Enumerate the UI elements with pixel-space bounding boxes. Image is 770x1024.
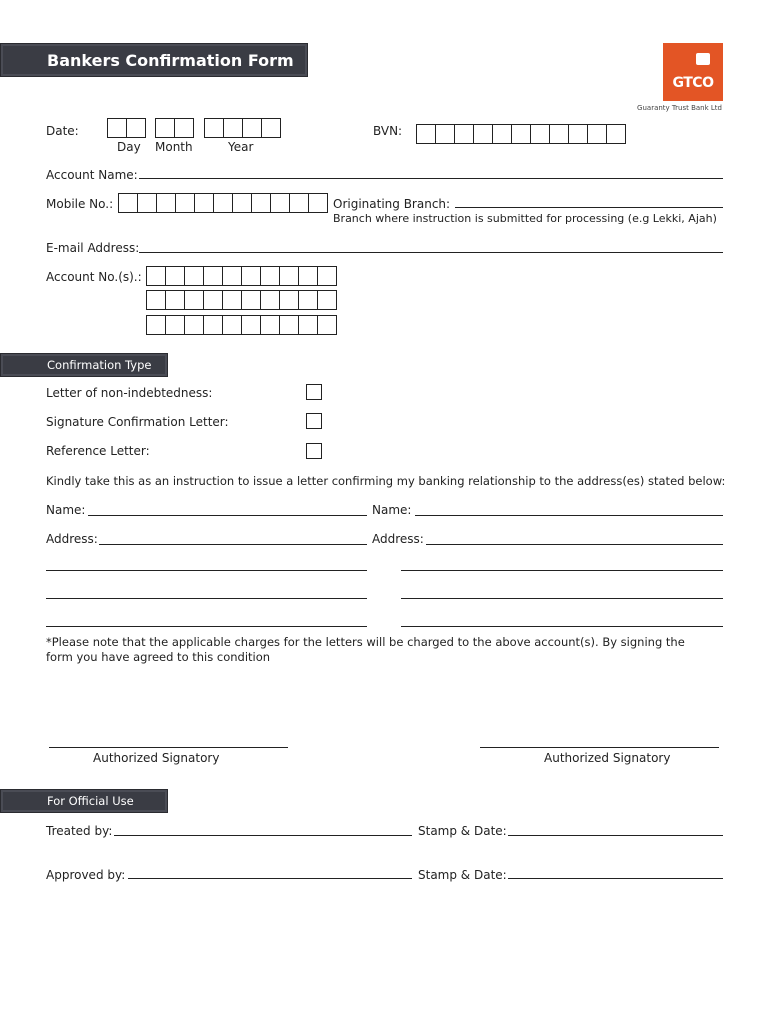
bvn-box[interactable]: [454, 124, 474, 144]
confirmation-type-banner: [0, 353, 168, 377]
address-label-left: Address:: [46, 532, 98, 546]
email-field[interactable]: [139, 252, 723, 253]
bvn-box[interactable]: [549, 124, 569, 144]
address-line-left[interactable]: [46, 598, 367, 599]
account-no-box[interactable]: [279, 266, 299, 286]
charges-note-line1: *Please note that the applicable charges for the letters will be charged to the above account(s). By signing the: [46, 635, 685, 649]
account-name-label: Account Name:: [46, 168, 138, 182]
day-label: Day: [117, 140, 141, 154]
signatory-label-left: Authorized Signatory: [93, 751, 220, 765]
mobile-box[interactable]: [118, 193, 138, 213]
name-label-right: Name:: [372, 503, 412, 517]
date-year-box[interactable]: [261, 118, 281, 138]
logo-square-icon: [696, 53, 710, 65]
option-non-indebtedness-label: Letter of non-indebtedness:: [46, 386, 213, 400]
signatory-label-right: Authorized Signatory: [544, 751, 671, 765]
treated-by-field[interactable]: [114, 835, 412, 836]
stamp-date-field-1[interactable]: [508, 835, 723, 836]
account-no-box[interactable]: [165, 290, 185, 310]
mobile-box[interactable]: [194, 193, 214, 213]
date-month-box[interactable]: [155, 118, 175, 138]
bvn-box[interactable]: [606, 124, 626, 144]
account-no-box[interactable]: [184, 290, 204, 310]
mobile-label: Mobile No.:: [46, 197, 114, 211]
name-field-right[interactable]: [415, 515, 723, 516]
account-no-box[interactable]: [222, 290, 242, 310]
bvn-box[interactable]: [492, 124, 512, 144]
account-no-box[interactable]: [203, 315, 223, 335]
date-day-box[interactable]: [107, 118, 127, 138]
approved-by-field[interactable]: [128, 878, 412, 879]
bvn-boxes[interactable]: [416, 124, 626, 144]
option-reference-letter-checkbox[interactable]: [306, 443, 322, 459]
mobile-box[interactable]: [137, 193, 157, 213]
address-field-right[interactable]: [426, 544, 723, 545]
date-year-boxes[interactable]: [204, 118, 281, 138]
option-non-indebtedness-checkbox[interactable]: [306, 384, 322, 400]
mobile-box[interactable]: [308, 193, 328, 213]
account-no-box[interactable]: [165, 315, 185, 335]
account-no-box[interactable]: [165, 266, 185, 286]
bvn-box[interactable]: [416, 124, 436, 144]
gtco-logo: [663, 43, 723, 101]
option-reference-letter-label: Reference Letter:: [46, 444, 150, 458]
signature-line-left[interactable]: [49, 747, 288, 748]
account-no-box[interactable]: [260, 266, 280, 286]
name-field-left[interactable]: [88, 515, 367, 516]
account-no-box[interactable]: [260, 290, 280, 310]
name-label-left: Name:: [46, 503, 86, 517]
branch-hint: Branch where instruction is submitted for processing (e.g Lekki, Ajah): [333, 212, 717, 225]
account-no-box[interactable]: [298, 315, 318, 335]
approved-by-label: Approved by:: [46, 868, 126, 882]
date-month-boxes[interactable]: [155, 118, 194, 138]
account-no-label: Account No.(s).:: [46, 270, 142, 284]
account-no-boxes-2[interactable]: [146, 290, 337, 310]
originating-branch-field[interactable]: [455, 207, 723, 208]
address-line-right[interactable]: [401, 598, 723, 599]
mobile-box[interactable]: [232, 193, 252, 213]
date-label: Date:: [46, 124, 79, 138]
account-name-field[interactable]: [139, 178, 723, 179]
date-year-box[interactable]: [204, 118, 224, 138]
bvn-box[interactable]: [568, 124, 588, 144]
mobile-box[interactable]: [175, 193, 195, 213]
mobile-box[interactable]: [289, 193, 309, 213]
stamp-date-label-2: Stamp & Date:: [418, 868, 507, 882]
mobile-box[interactable]: [251, 193, 271, 213]
option-signature-confirmation-checkbox[interactable]: [306, 413, 322, 429]
account-no-box[interactable]: [279, 315, 299, 335]
form-title-banner: [0, 43, 308, 77]
stamp-date-field-2[interactable]: [508, 878, 723, 879]
date-day-boxes[interactable]: [107, 118, 146, 138]
charges-note-line2: form you have agreed to this condition: [46, 650, 271, 664]
official-use-banner: [0, 789, 168, 813]
year-label: Year: [228, 140, 254, 154]
account-no-box[interactable]: [298, 290, 318, 310]
account-no-box[interactable]: [279, 290, 299, 310]
account-no-box[interactable]: [298, 266, 318, 286]
signature-line-right[interactable]: [480, 747, 719, 748]
address-line-left[interactable]: [46, 626, 367, 627]
confirmation-type-title: Confirmation Type: [47, 358, 152, 372]
account-no-box[interactable]: [184, 266, 204, 286]
official-use-title: For Official Use: [47, 794, 134, 808]
date-year-box[interactable]: [242, 118, 262, 138]
account-no-box[interactable]: [146, 315, 166, 335]
account-no-box[interactable]: [222, 266, 242, 286]
account-no-boxes-1[interactable]: [146, 266, 337, 286]
account-no-box[interactable]: [241, 266, 261, 286]
address-label-right: Address:: [372, 532, 424, 546]
originating-branch-label: Originating Branch:: [333, 197, 451, 211]
mobile-box[interactable]: [270, 193, 290, 213]
month-label: Month: [155, 140, 193, 154]
account-no-box[interactable]: [222, 315, 242, 335]
bvn-box[interactable]: [530, 124, 550, 144]
date-year-box[interactable]: [223, 118, 243, 138]
account-no-box[interactable]: [203, 266, 223, 286]
account-no-box[interactable]: [317, 315, 337, 335]
address-line-right[interactable]: [401, 626, 723, 627]
account-no-box[interactable]: [184, 315, 204, 335]
mobile-boxes[interactable]: [118, 193, 328, 213]
stamp-date-label-1: Stamp & Date:: [418, 824, 507, 838]
instruction-text: Kindly take this as an instruction to issue a letter confirming my banking relationship to the address(es) stated below:: [46, 474, 726, 488]
account-no-box[interactable]: [203, 290, 223, 310]
mobile-box[interactable]: [156, 193, 176, 213]
logo-caption: Guaranty Trust Bank Ltd: [637, 104, 722, 112]
address-line-right[interactable]: [401, 570, 723, 571]
mobile-box[interactable]: [213, 193, 233, 213]
bvn-box[interactable]: [473, 124, 493, 144]
bvn-box[interactable]: [511, 124, 531, 144]
email-label: E-mail Address:: [46, 241, 140, 255]
logo-text: GTCO: [672, 75, 714, 91]
account-no-box[interactable]: [260, 315, 280, 335]
date-day-box[interactable]: [126, 118, 146, 138]
bvn-box[interactable]: [587, 124, 607, 144]
bvn-label: BVN:: [373, 124, 403, 138]
bvn-box[interactable]: [435, 124, 455, 144]
option-signature-confirmation-label: Signature Confirmation Letter:: [46, 415, 229, 429]
account-no-box[interactable]: [241, 315, 261, 335]
account-no-box[interactable]: [317, 290, 337, 310]
address-line-left[interactable]: [46, 570, 367, 571]
account-no-box[interactable]: [241, 290, 261, 310]
account-no-boxes-3[interactable]: [146, 315, 337, 335]
account-no-box[interactable]: [146, 266, 166, 286]
account-no-box[interactable]: [317, 266, 337, 286]
date-month-box[interactable]: [174, 118, 194, 138]
treated-by-label: Treated by:: [46, 824, 113, 838]
address-field-left[interactable]: [99, 544, 367, 545]
form-title: Bankers Confirmation Form: [47, 50, 294, 70]
account-no-box[interactable]: [146, 290, 166, 310]
